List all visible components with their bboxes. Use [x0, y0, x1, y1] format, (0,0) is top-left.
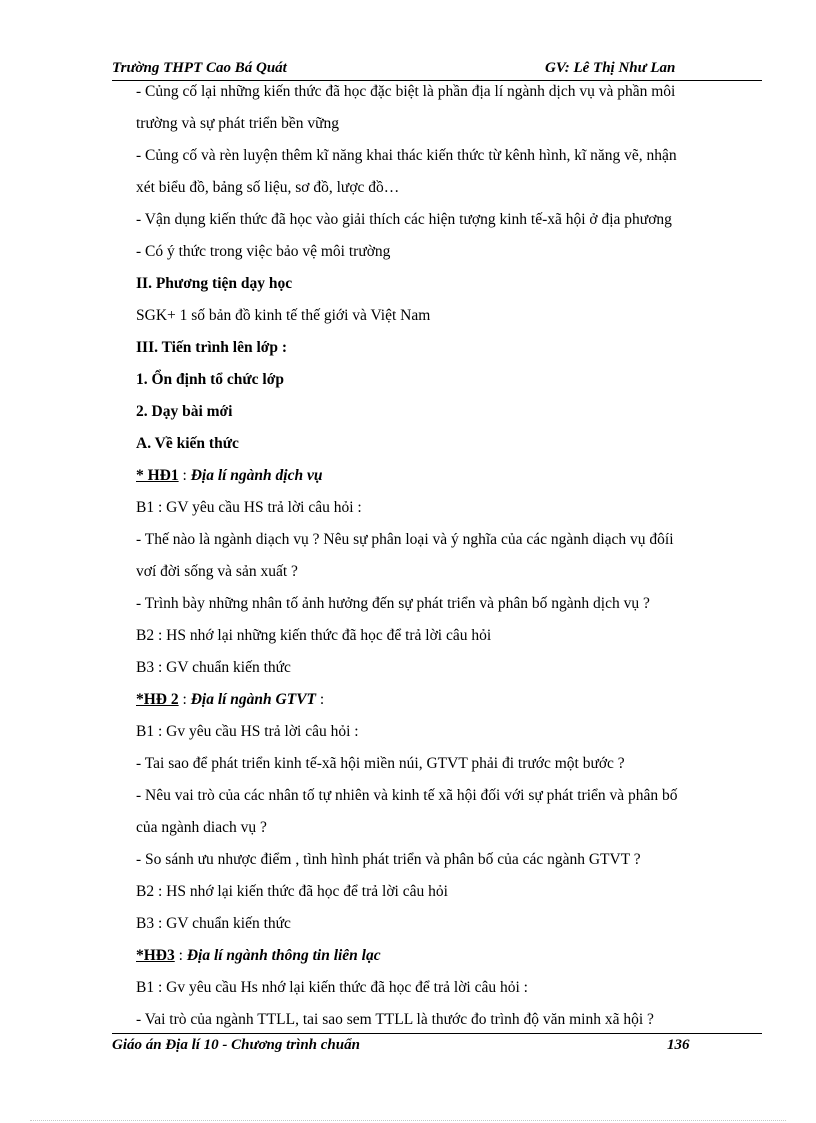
text-line: B3 : GV chuẩn kiến thức [136, 915, 291, 932]
page-edge-guide [30, 1120, 786, 1121]
activity-separator: : [174, 947, 187, 964]
subsection-heading: 2. Dạy bài mới [136, 403, 233, 420]
activity-heading [136, 946, 381, 966]
text-line: SGK+ 1 số bản đồ kinh tế thế giới và Việt Nam [136, 307, 431, 324]
footer-divider [112, 1033, 762, 1034]
school-name: Trường THPT Cao Bá Quát [112, 60, 287, 76]
teacher-name: GV: Lê Thị Như Lan [545, 60, 676, 76]
text-line: - Trình bày những nhân tố ảnh hưởng đến sự phát triển và phân bố ngành dịch vụ ? [136, 595, 650, 612]
footer-title: Giáo án Địa lí 10 - Chương trình chuẩn [112, 1037, 360, 1053]
text-line: - Củng cố lại những kiến thức đã học đặc biệt là phần địa lí ngành dịch vụ và phần môi [136, 83, 676, 100]
text-line: B2 : HS nhớ lại những kiến thức đã học để trả lời câu hỏi [136, 627, 492, 644]
activity-title: Địa lí ngành thông tin liên lạc [186, 947, 381, 964]
text-line: xét biểu đồ, bảng số liệu, sơ đồ, lược đồ… [136, 179, 400, 196]
text-line: - Có ý thức trong việc bảo vệ môi trường [136, 243, 391, 260]
text-line: - Thế nào là ngành diạch vụ ? Nêu sự phân loại và ý nghĩa của các ngành diạch vụ đôíi [136, 531, 674, 548]
activity-heading [136, 466, 322, 486]
text-line: - Tai sao để phát triển kinh tế-xã hội miền núi, GTVT phải đi trước một bước ? [136, 755, 625, 772]
text-line: - So sánh ưu nhược điểm , tình hình phát triển và phân bố của các ngành GTVT ? [136, 851, 641, 868]
activity-separator: : [178, 691, 191, 708]
activity-label: *HĐ3 [136, 947, 175, 964]
page-number: 136 [667, 1037, 690, 1053]
activity-heading [136, 690, 324, 710]
text-line: - Củng cố và rèn luyện thêm kĩ năng khai thác kiến thức từ kênh hình, kĩ năng vẽ, nhận [136, 147, 677, 164]
text-line: B3 : GV chuẩn kiến thức [136, 659, 291, 676]
activity-label: * HĐ1 [136, 467, 179, 484]
activity-label: *HĐ 2 [136, 691, 179, 708]
text-line: của ngành diach vụ ? [136, 819, 267, 836]
activity-tail: : [316, 691, 325, 708]
text-line: B2 : HS nhớ lại kiến thức đã học để trả lời câu hỏi [136, 883, 448, 900]
subsection-heading: A. Về kiến thức [136, 435, 239, 452]
text-line: trường và sự phát triển bền vững [136, 115, 339, 132]
section-heading: III. Tiến trình lên lớp : [136, 339, 287, 356]
subsection-heading: 1. Ổn định tổ chức lớp [136, 371, 284, 388]
text-line: vơí đời sống và sản xuất ? [136, 563, 298, 580]
text-line: B1 : Gv yêu cầu HS trả lời câu hỏi : [136, 723, 359, 740]
text-line: - Vai trò của ngành TTLL, tai sao sem TTLL là thước đo trình độ văn minh xã hội ? [136, 1011, 654, 1028]
header-divider [112, 80, 762, 81]
text-line: - Nêu vai trò của các nhân tố tự nhiên và kinh tế xã hội đối với sự phát triển và phân bố [136, 787, 678, 804]
text-line: - Vận dụng kiến thức đã học vào giải thích các hiện tượng kinh tế-xã hội ở địa phương [136, 211, 672, 228]
page-footer [112, 1037, 762, 1057]
activity-title: Địa lí ngành GTVT [190, 691, 317, 708]
text-line: B1 : GV yêu cầu HS trả lời câu hỏi : [136, 499, 362, 516]
text-line: B1 : Gv yêu cầu Hs nhớ lại kiến thức đã học để trả lời câu hỏi : [136, 979, 528, 996]
activity-title: Địa lí ngành dịch vụ [190, 467, 323, 484]
page-header [112, 60, 762, 80]
section-heading: II. Phương tiện dạy học [136, 275, 293, 292]
activity-separator: : [178, 467, 191, 484]
